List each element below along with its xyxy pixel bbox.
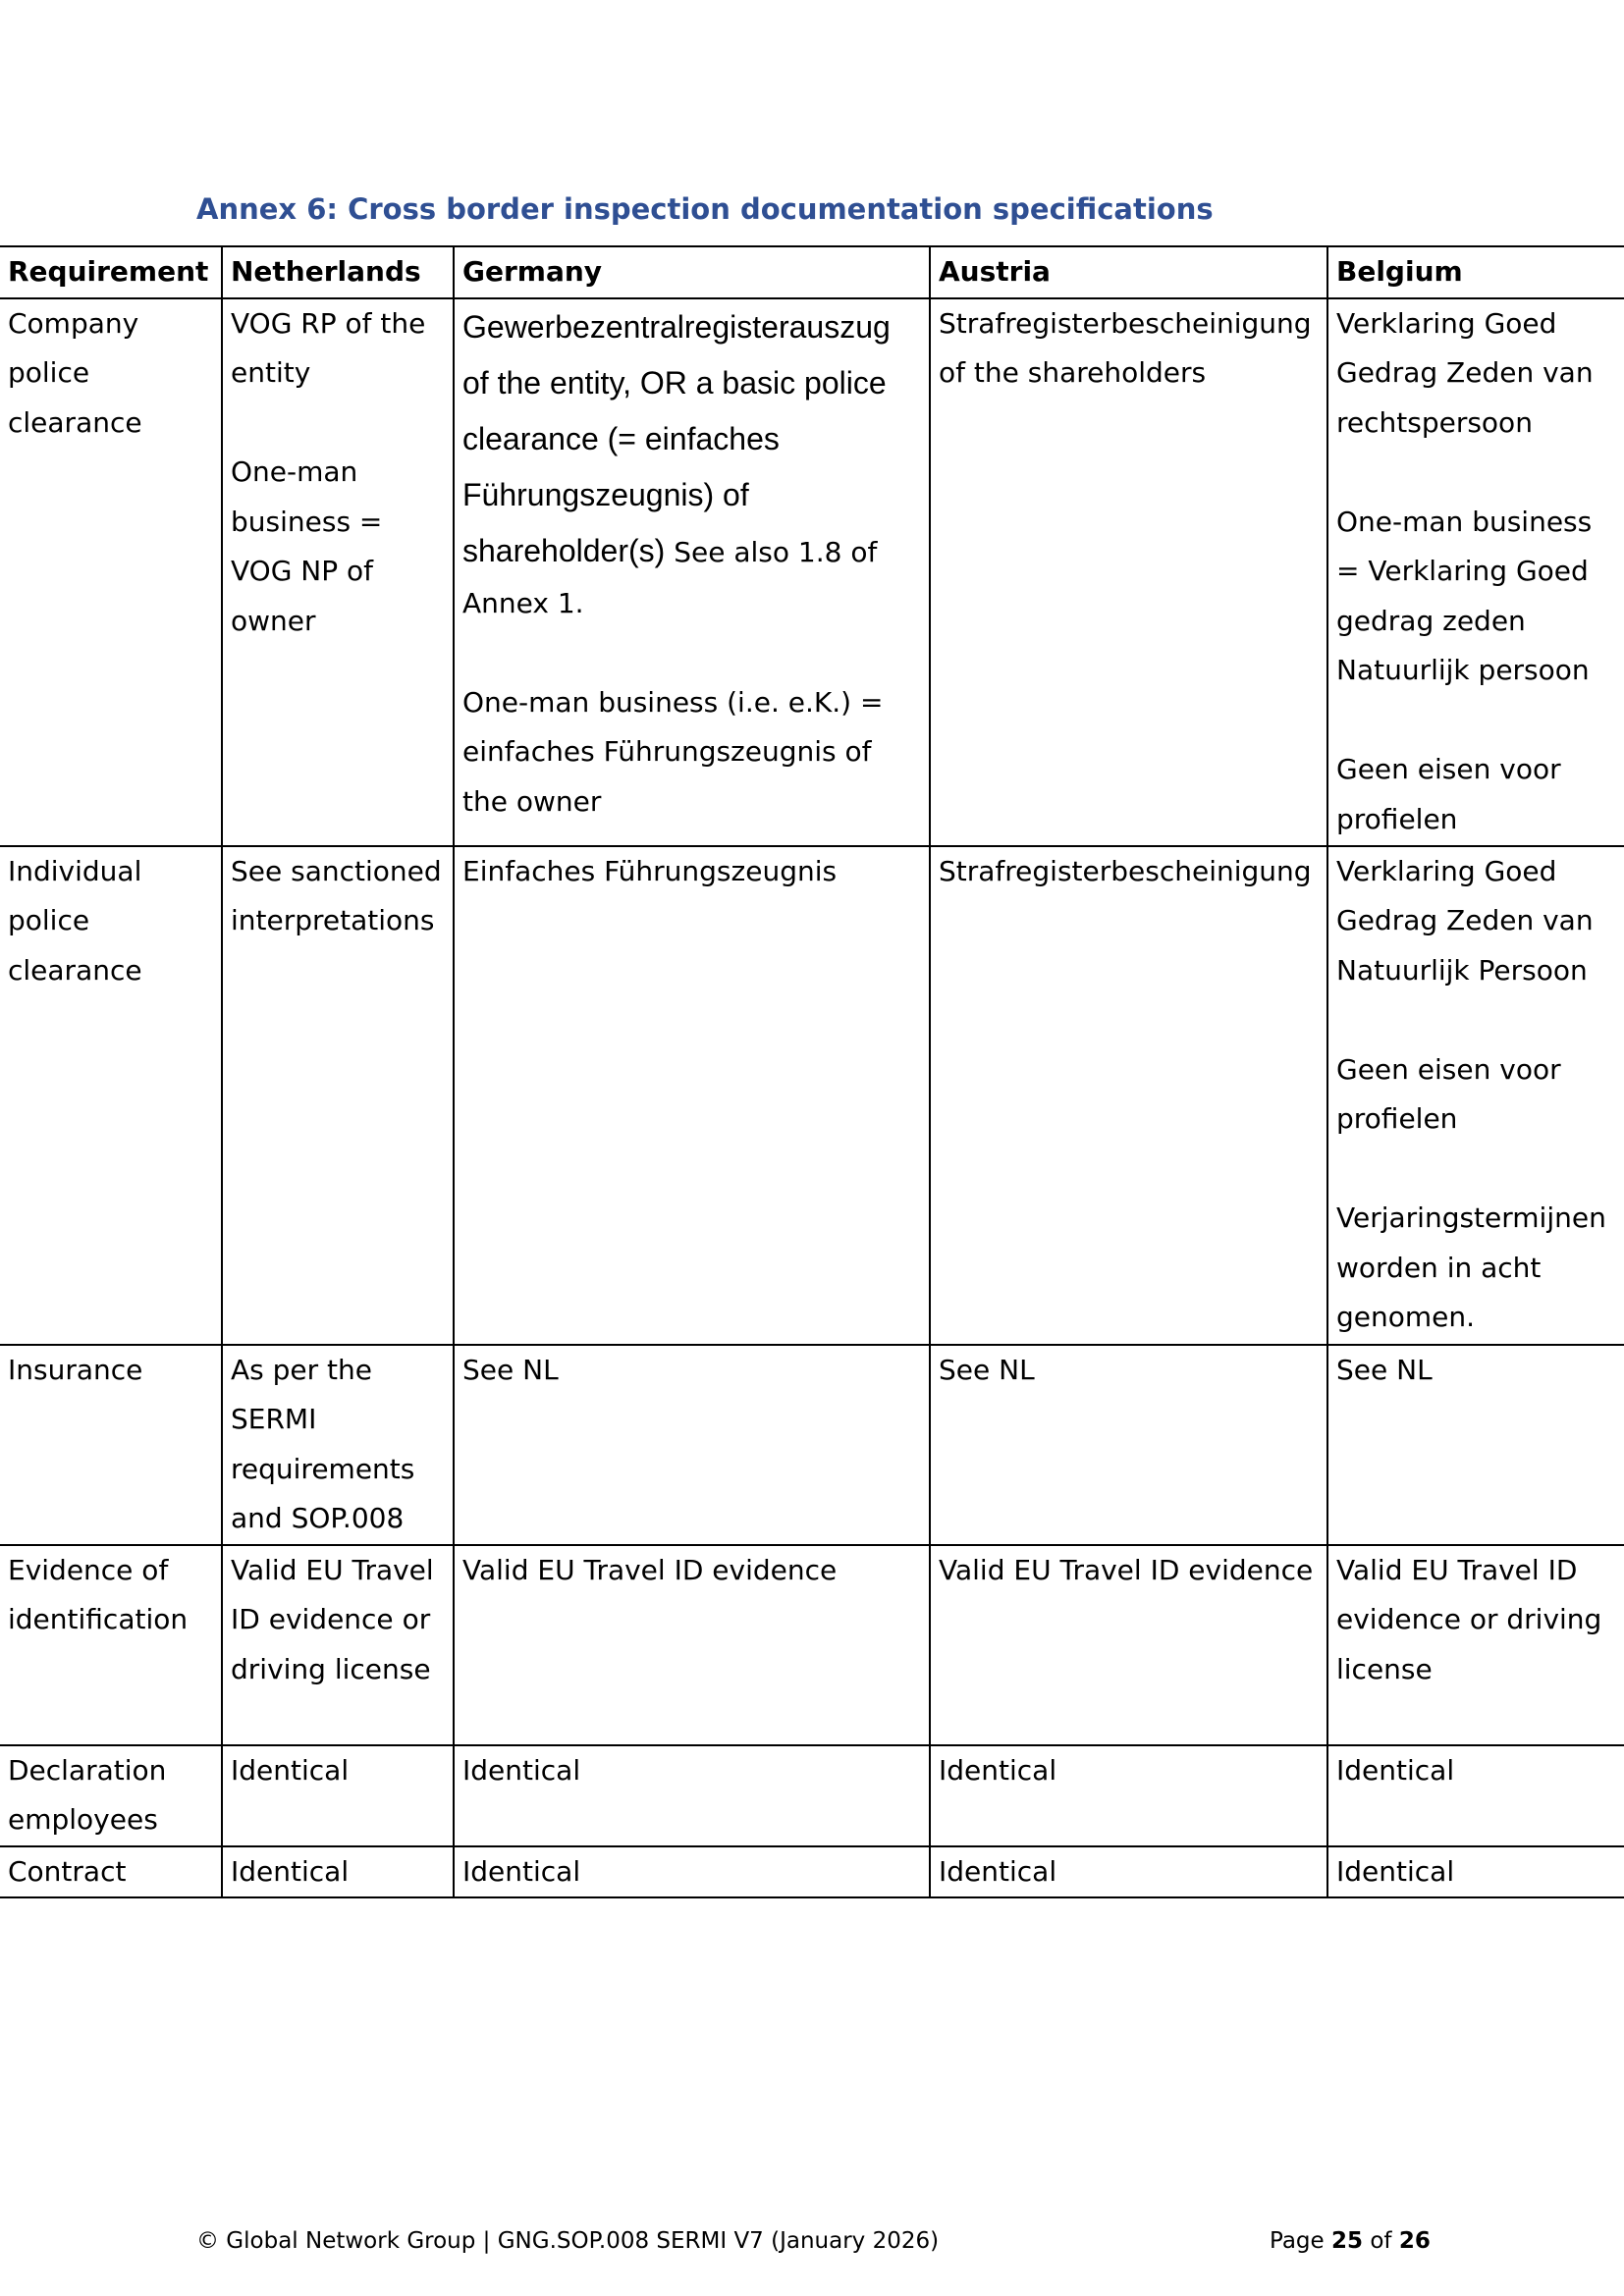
table-row	[0, 1745, 1624, 1846]
requirements-table	[0, 245, 1624, 1898]
table-row	[0, 1345, 1624, 1545]
cell-netherlands: VOG RP of the entity One-man business = VOG NP of owner	[222, 298, 454, 846]
cell-austria: Strafregisterbescheinigung	[930, 846, 1327, 1345]
cell-requirement: Insurance	[0, 1345, 222, 1545]
header-belgium: Belgium	[1327, 246, 1624, 298]
cell-requirement: Company police clearance	[0, 298, 222, 846]
cell-requirement: Evidence of identification	[0, 1545, 222, 1745]
footer-page-number	[1270, 2228, 1431, 2254]
table-row	[0, 298, 1624, 846]
table-row	[0, 846, 1624, 1345]
cell-belgium: Identical	[1327, 1745, 1624, 1846]
cell-netherlands: Identical	[222, 1745, 454, 1846]
cell-germany: See NL	[454, 1345, 930, 1545]
page-label: Page	[1270, 2228, 1331, 2254]
annex-heading: Annex 6: Cross border inspection documentation specifications	[196, 192, 1214, 226]
germany-lead-text: Gewerbezentralregisterauszug of the entity, OR a basic police clearance (= einfaches Führungszeugnis) of shareholder(s)	[462, 308, 891, 568]
germany-rest-text: See also 1.8 of Annex 1. One-man business (i.e. e.K.) = einfaches Führungszeugnis of the owner	[462, 535, 884, 818]
cell-germany: Einfaches Führungszeugnis	[454, 846, 930, 1345]
cell-belgium: Verklaring Goed Gedrag Zeden van rechtspersoon One-man business = Verklaring Goed gedrag zeden Natuurlijk persoon Geen eisen voor profielen	[1327, 298, 1624, 846]
cell-netherlands: See sanctioned interpretations	[222, 846, 454, 1345]
cell-belgium: Identical	[1327, 1846, 1624, 1898]
cell-belgium: Verklaring Goed Gedrag Zeden van Natuurlijk Persoon Geen eisen voor profielen Verjaringstermijnen worden in acht genomen.	[1327, 846, 1624, 1345]
cell-germany	[454, 298, 930, 846]
cell-netherlands: Identical	[222, 1846, 454, 1898]
cell-netherlands: As per the SERMI requirements and SOP.008	[222, 1345, 454, 1545]
cell-austria: See NL	[930, 1345, 1327, 1545]
table-row	[0, 1545, 1624, 1745]
cell-belgium: Valid EU Travel ID evidence or driving license	[1327, 1545, 1624, 1745]
cell-requirement: Contract	[0, 1846, 222, 1898]
header-austria: Austria	[930, 246, 1327, 298]
table-header-row	[0, 246, 1624, 298]
cell-requirement: Declaration employees	[0, 1745, 222, 1846]
cell-requirement: Individual police clearance	[0, 846, 222, 1345]
cell-austria: Identical	[930, 1745, 1327, 1846]
header-netherlands: Netherlands	[222, 246, 454, 298]
footer-copyright: © Global Network Group | GNG.SOP.008 SERMI V7 (January 2026)	[196, 2228, 940, 2254]
cell-belgium: See NL	[1327, 1345, 1624, 1545]
cell-germany: Identical	[454, 1846, 930, 1898]
cell-austria: Identical	[930, 1846, 1327, 1898]
cell-austria: Valid EU Travel ID evidence	[930, 1545, 1327, 1745]
cell-austria: Strafregisterbescheinigung of the shareholders	[930, 298, 1327, 846]
header-germany: Germany	[454, 246, 930, 298]
cell-germany: Identical	[454, 1745, 930, 1846]
page-of: of	[1363, 2228, 1399, 2254]
header-requirement: Requirement	[0, 246, 222, 298]
table-row	[0, 1846, 1624, 1898]
cell-netherlands: Valid EU Travel ID evidence or driving license	[222, 1545, 454, 1745]
cell-germany: Valid EU Travel ID evidence	[454, 1545, 930, 1745]
page-total: 26	[1398, 2228, 1431, 2254]
page-current: 25	[1331, 2228, 1364, 2254]
